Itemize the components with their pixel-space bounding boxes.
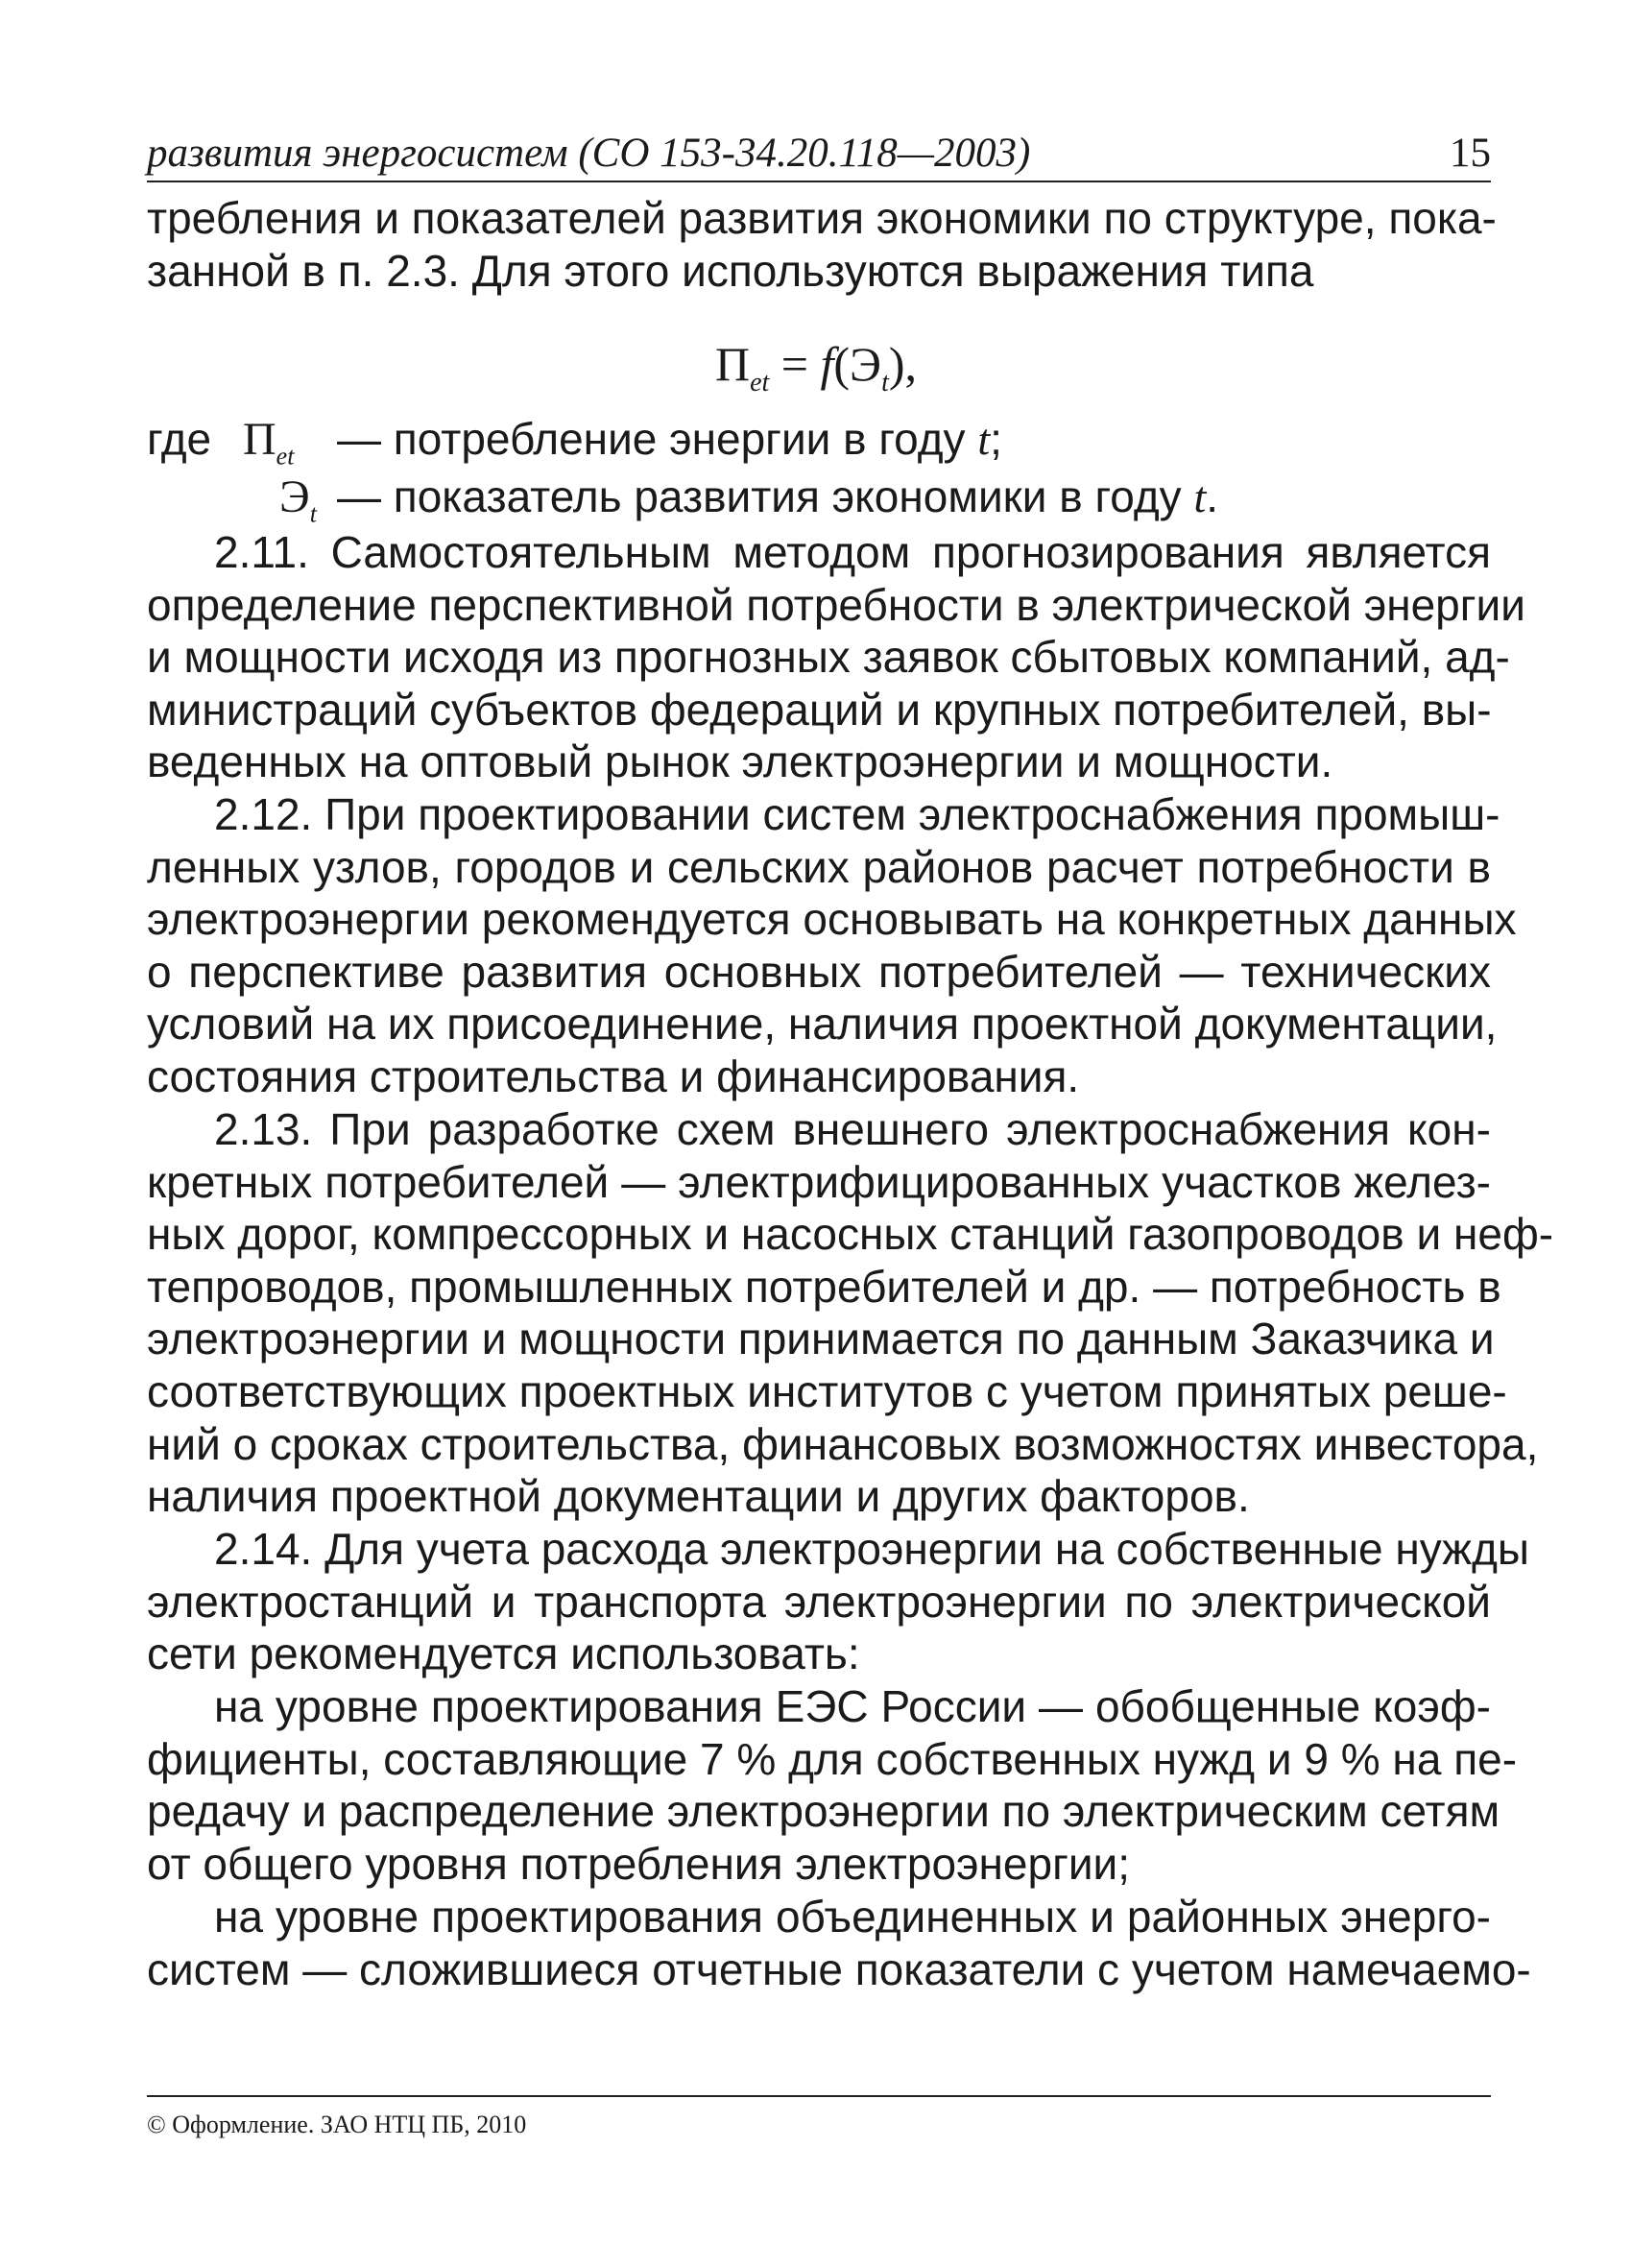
formula-arg: (Э [833,337,882,391]
text-line: 2.14. Для учета расхода электроэнергии на собственные нужды [214,1524,1529,1574]
text-line: министраций субъектов федераций и крупных потребителей, вы- [147,684,1492,735]
paragraph-regional-level [147,1891,1531,1995]
text-line: тепроводов, промышленных потребителей и др. — потребность в [147,1261,1501,1312]
text-line: о перспективе развития основных потребителей — технических [147,946,1491,997]
text-line: 2.11. Самостоятельным методом прогнозирования является [214,527,1491,577]
formula-arg-subscript: t [881,368,889,398]
text-line: требления и показателей развития экономики по структуре, пока- [147,193,1497,243]
text-line: на уровне проектирования объединенных и районных энерго- [214,1892,1491,1942]
paragraph-2-12 [147,788,1517,1103]
text-line: состояния строительства и финансирования. [147,1050,1080,1101]
text-line: 2.13. При разработке схем внешнего электроснабжения кон- [214,1104,1491,1154]
text-line: ний о сроках строительства, финансовых возможностях инвестора, [147,1418,1539,1469]
page-number: 15 [1450,131,1491,176]
paragraph-2-13 [147,1103,1554,1523]
text-line: соответствующих проектных институтов с учетом принятых реше- [147,1365,1507,1416]
text-line: ленных узлов, городов и сельских районов расчет потребности в [147,841,1491,892]
definition-lead: где [147,414,212,464]
formula-function: f [820,337,834,391]
copyright-footer: © Оформление. ЗАО НТЦ ПБ, 2010 [147,2111,527,2138]
formula-lhs: П [714,337,751,391]
text-line: от общего уровня потребления электроэнергии; [147,1838,1131,1889]
formula-lhs-subscript: et [750,368,770,398]
text-line: определение перспективной потребности в электрической энергии [147,579,1525,630]
text-line: электроэнергии и мощности принимается по данным Заказчика и [147,1314,1495,1364]
text-line: на уровне проектирования ЕЭС России — обобщенные коэф- [214,1681,1491,1731]
formula-equals: = [769,337,821,391]
text-line: занной в п. 2.3. Для этого используются выражения типа [147,245,1314,296]
paragraph-ees-level [147,1680,1518,1890]
text-line: сети рекомендуется использовать: [147,1629,860,1679]
footer-rule [147,2095,1491,2097]
text-line: наличия проектной документации и других факторов. [147,1471,1250,1522]
definition-text: — показатель развития экономики в году t. [337,471,1219,521]
definition-text: — потребление энергии в году t; [337,414,1002,464]
paragraph-2-14 [147,1523,1529,1680]
paragraph-2-11 [147,526,1525,788]
text-line: 2.12. При проектировании систем электроснабжения промыш- [214,789,1500,839]
formula [0,336,1632,398]
text-line: электроэнергии рекомендуется основывать на конкретных данных [147,894,1517,945]
formula-close: ), [888,337,918,391]
text-line: и мощности исходя из прогнозных заявок сбытовых компаний, ад- [147,632,1510,683]
text-line: электростанций и транспорта электроэнергии по электрической [147,1576,1491,1627]
text-line: ных дорог, компрессорных и насосных станций газопроводов и неф- [147,1209,1554,1260]
running-title: развития энергосистем (СО 153-34.20.118—2003) [147,131,1031,176]
text-line: веденных на оптовый рынок электроэнергии и мощности. [147,736,1333,787]
definition-symbol: $Э_t$ [279,471,317,528]
intro-text [147,192,1497,297]
text-line: фициенты, составляющие 7 % для собственных нужд и 9 % на пе- [147,1733,1518,1784]
text-line: редачу и распределение электроэнергии по электрическим сетям [147,1786,1500,1837]
definition-symbol: $П_{et}$ [243,414,295,470]
text-line: кретных потребителей — электрифицированных участков желез- [147,1156,1491,1207]
text-line: систем — сложившиеся отчетные показатели с учетом намечаемо- [147,1943,1531,1994]
text-line: условий на их присоединение, наличия проектной документации, [147,999,1498,1050]
page-header [147,123,1491,182]
